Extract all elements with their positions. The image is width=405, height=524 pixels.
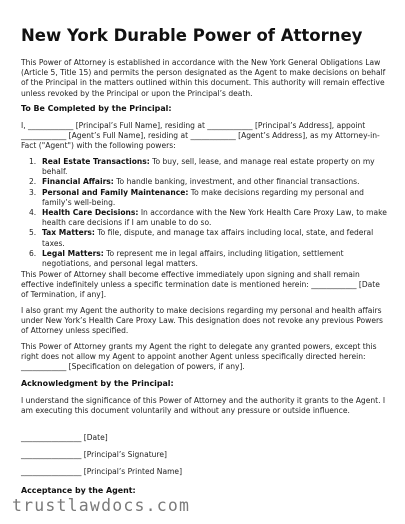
list-item: [21, 208, 389, 228]
power-text: To buy, sell, lease, and manage real estate property on my behalf.: [42, 157, 375, 177]
section-heading-ack-agent: Acceptance by the Agent:: [21, 486, 136, 495]
list-number: 5.: [29, 228, 37, 238]
intro-paragraph: This Power of Attorney is established in accordance with the New York General Obligations Law (Article 5, Title 15) and permits the person designated as the Agent to make decisions on behalf of the Principal in the matters outlined within this document. This authority will remain effective unless revoked by the Principal or upon the Principal’s death.: [21, 58, 386, 98]
power-label: Personal and Family Maintenance:: [42, 187, 189, 197]
list-item: [21, 188, 389, 208]
document-title: New York Durable Power of Attorney: [21, 26, 363, 45]
powers-list: [21, 157, 389, 269]
list-number: 1.: [29, 157, 37, 166]
list-item: [21, 228, 389, 248]
delegation-paragraph: This Power of Attorney grants my Agent the right to delegate any granted powers, except this right does not allow my Agent to appoint another Agent unless specifically directed herein: ____________ [Specification on delegation of powers, if any].: [21, 342, 377, 372]
power-label: Health Care Decisions:: [42, 208, 139, 218]
power-text: To make decisions regarding my personal and family’s well-being.: [42, 187, 364, 207]
list-number: 6.: [29, 248, 37, 258]
list-item: [21, 177, 389, 187]
list-number: 2.: [29, 177, 37, 187]
list-item: [21, 249, 389, 269]
power-text: To handle banking, investment, and other financial transactions.: [113, 177, 360, 187]
power-label: Tax Matters:: [42, 228, 95, 238]
list-number: 3.: [29, 187, 37, 197]
principal-printed-name-line: ________________ [Principal’s Printed Name]: [21, 467, 183, 476]
power-text: To file, dispute, and manage tax affairs including local, state, and federal taxes.: [42, 228, 374, 248]
effective-paragraph: This Power of Attorney shall become effective immediately upon signing and shall remain effective indefinitely unless a specific termination date is mentioned herein: ____________ [Date of Termination, if any].: [21, 270, 380, 300]
power-label: Real Estate Transactions:: [42, 157, 150, 166]
healthcare-paragraph: I also grant my Agent the authority to make decisions regarding my personal and health affairs under New York’s Health Care Proxy Law. This designation does not revoke any previous Powers of Attorney unless specified.: [21, 306, 383, 336]
list-item: [21, 157, 389, 177]
section-heading-principal: To Be Completed by the Principal:: [21, 104, 172, 113]
power-label: Legal Matters:: [42, 248, 104, 258]
section-heading-ack-principal: Acknowledgment by the Principal:: [21, 379, 174, 388]
power-text: In accordance with the New York Health Care Proxy Law, to make health care decisions if I am unable to do so.: [42, 208, 387, 228]
power-text: To represent me in legal affairs, including litigation, settlement negotiations, and personal legal matters.: [42, 248, 344, 269]
principal-signature-line: ________________ [Principal’s Signature]: [21, 450, 167, 459]
list-number: 4.: [29, 208, 37, 218]
date-line: ________________ [Date]: [21, 433, 108, 442]
acknowledgment-paragraph: I understand the significance of this Power of Attorney and the authority it grants to the Agent. I am executing this document voluntarily and without any pressure or outside influence.: [21, 396, 386, 416]
power-label: Financial Affairs:: [42, 177, 114, 187]
watermark: trustlawdocs.com: [12, 496, 191, 515]
appointment-paragraph: I, ____________ [Principal’s Full Name], residing at ____________ [Principal’s Address], appoint ____________ [Agent’s Full Name], residing at ____________ [Agent’s Address], as my Attorney-in-Fact ("Agent") with the following powers:: [21, 121, 380, 151]
